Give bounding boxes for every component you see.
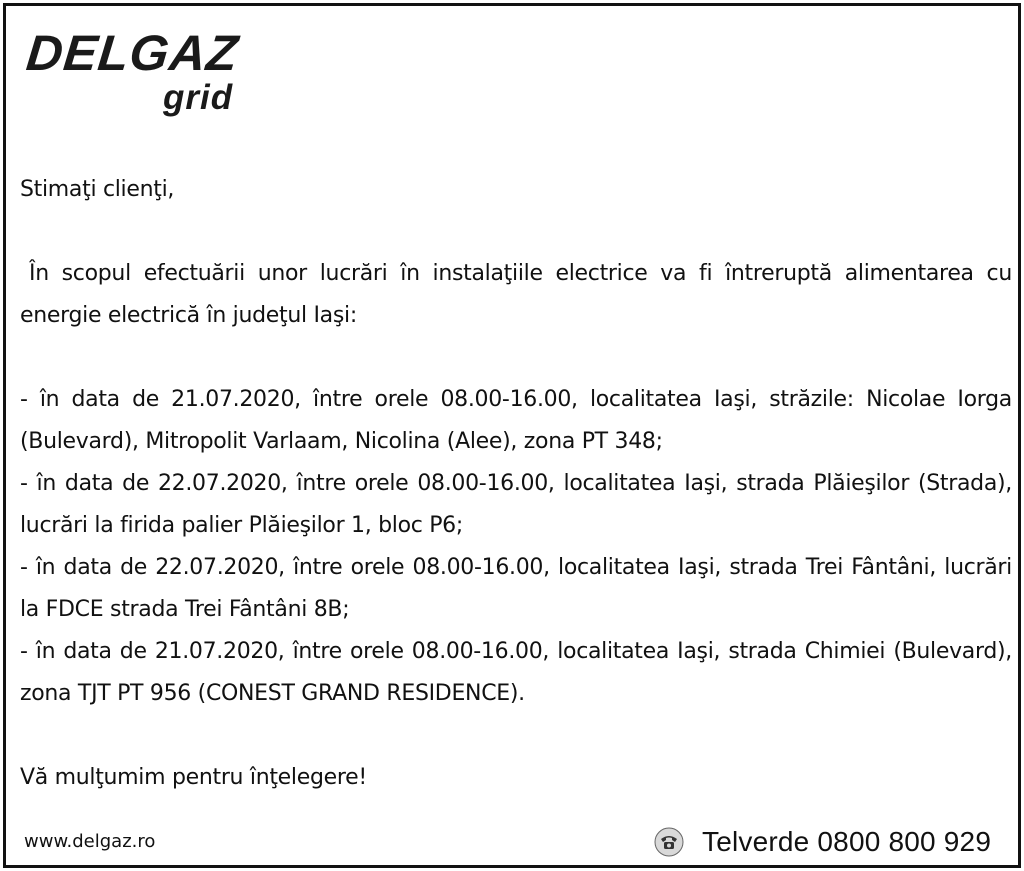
logo-subtitle: grid [163, 78, 234, 117]
outage-item: - în data de 21.07.2020, între orele 08.00-16.00, localitatea Iaşi, străzile: Nicolae Iorga (Bulevard), Mitropolit Varlaam, Nicolina (Alee), zona PT 348; [20, 387, 1012, 454]
hotline [654, 825, 991, 859]
delgaz-grid-logo [24, 26, 264, 118]
hotline-label: Telverde 0800 800 929 [702, 826, 992, 857]
notice-body [20, 169, 1012, 799]
intro-paragraph: În scopul efectuării unor lucrări în instalaţiile electrice va fi întreruptă alimentarea cu energie electrică în judeţul Iaşi: [20, 261, 1012, 328]
outage-list [20, 379, 1012, 715]
logo-wordmark: DELGAZ [23, 25, 242, 81]
greeting: Stimaţi clienţi, [20, 177, 175, 202]
closing-line: Vă mulţumim pentru înţelegere! [20, 765, 367, 790]
outage-item: - în data de 21.07.2020, între orele 08.00-16.00, localitatea Iaşi, strada Chimiei (Bulevard), zona TJT PT 956 (CONEST GRAND RESIDENCE). [20, 639, 1012, 706]
telephone-icon [654, 827, 684, 857]
notice-frame [3, 3, 1021, 868]
outage-item: - în data de 22.07.2020, între orele 08.00-16.00, localitatea Iaşi, strada Plăieşilor (Strada), lucrări la firida palier Plăieşilor 1, bloc P6; [20, 471, 1012, 538]
website-link[interactable]: www.delgaz.ro [24, 831, 156, 852]
outage-item: - în data de 22.07.2020, între orele 08.00-16.00, localitatea Iaşi, strada Trei Fântâni, lucrări la FDCE strada Trei Fântâni 8B; [20, 555, 1012, 622]
